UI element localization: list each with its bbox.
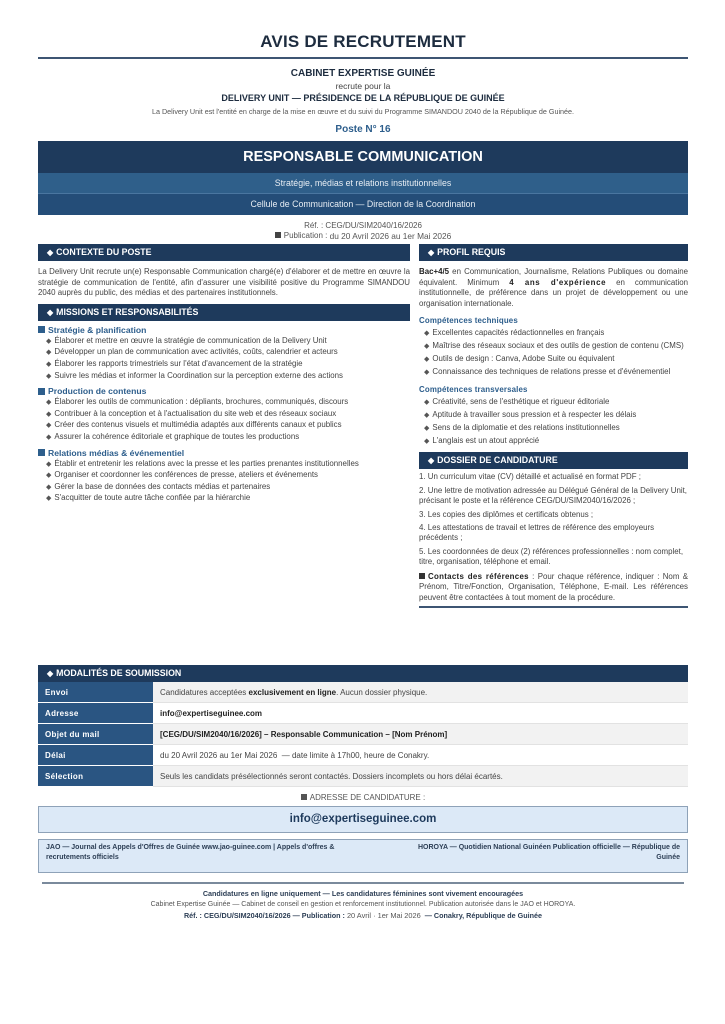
diamond-icon: ◆ [46, 399, 52, 407]
firm-name: CABINET EXPERTISE GUINÉE [290, 68, 436, 79]
list-item-text: Créer des contenus visuels et multimédia adaptés aux différents canaux et publics [54, 420, 342, 430]
source-jao: JAO — Journal des Appels d'Offres de Guinée www.jao-guinee.com | Appels d'offres & recrutements officiels [46, 844, 335, 861]
list-item-text: Maîtrise des réseaux sociaux et des outils de gestion de contenu (CMS) [432, 340, 684, 350]
list-item [38, 459, 410, 471]
dossier-item: 5. Les coordonnées de deux (2) références professionnelles : nom complet, titre, organisation, téléphone et email. [419, 546, 684, 567]
list-item [38, 482, 410, 494]
section-title: MODALITÉS DE SOUMISSION [56, 668, 182, 678]
right-column [419, 244, 688, 608]
list-item [38, 371, 410, 383]
diamond-icon: ◆ [46, 360, 52, 368]
diamond-icon: ◆ [424, 368, 430, 376]
section-title: PROFIL REQUIS [437, 247, 506, 257]
list-item [419, 410, 688, 422]
section-header-profil [419, 244, 688, 261]
list-item [419, 354, 688, 366]
section-title: DOSSIER DE CANDIDATURE [437, 455, 558, 466]
dossier-item: 4. Les attestations de travail et lettres de référence des employeurs précédents ; [419, 523, 655, 543]
publication-line [38, 231, 688, 241]
reference: Réf. : CEG/DU/SIM2040/16/2026 [304, 221, 422, 230]
mission-group [38, 386, 410, 443]
square-bullet-icon [38, 326, 45, 333]
list-item [419, 367, 688, 379]
diamond-icon: ◆ [46, 433, 52, 441]
poste-number: Poste N° 16 [335, 124, 391, 135]
mission-group [38, 448, 410, 505]
section-header-dossier [419, 452, 688, 469]
footer-divider [42, 882, 684, 884]
row-key: Objet du mail [38, 724, 153, 745]
mission-group-title [38, 386, 410, 397]
value-text: du 20 Avril 2026 au 1er Mai 2026 [160, 750, 278, 760]
page-title: AVIS DE RECRUTEMENT [260, 32, 466, 51]
diamond-icon: ◆ [424, 355, 430, 363]
modalites-section [38, 665, 688, 920]
tech-skills-heading: Compétences techniques [419, 316, 518, 326]
value-text: . Aucun dossier physique. [336, 687, 428, 697]
list-item [38, 409, 410, 421]
list-item-text: Organiser et coordonner les conférences de presse, ateliers et événements [54, 470, 318, 480]
modalites-table [38, 682, 688, 787]
footer-ref: Réf. : CEG/DU/SIM2040/16/2026 — Publication : [183, 911, 347, 920]
degree-requirement: Bac+4/5 [419, 267, 450, 276]
job-banner [38, 141, 688, 215]
diamond-icon: ◆ [46, 483, 52, 491]
experience-requirement: 4 ans d'expérience [509, 277, 607, 287]
dossier-item: 3. Les copies des diplômes et certificats obtenus ; [419, 509, 594, 519]
list-item-text: Suivre les médias et informer la Coordination sur la perception externe des actions [54, 370, 343, 380]
diamond-icon: ◆ [47, 307, 54, 317]
application-email[interactable]: info@expertiseguinee.com [38, 806, 688, 833]
value-text: Candidatures acceptées [160, 687, 249, 697]
diamond-icon: ◆ [46, 495, 52, 503]
table-row [38, 766, 688, 787]
row-key: Délai [38, 745, 153, 766]
row-key: Sélection [38, 766, 153, 787]
list-item [419, 397, 688, 409]
list-item-text: Excellentes capacités rédactionnelles en français [432, 327, 605, 337]
row-key: Adresse [38, 703, 153, 724]
diamond-icon: ◆ [424, 411, 430, 419]
job-subtitle: Stratégie, médias et relations institutionnelles [38, 173, 688, 194]
square-bullet-icon [419, 573, 425, 579]
section-divider [419, 606, 688, 608]
list-item-text: Établir et entretenir les relations avec la presse et les parties prenantes institutionnelles [54, 458, 359, 468]
source-horoya: HOROYA — Quotidien National Guinéen Publication officielle — République de Guinée [417, 844, 680, 861]
dossier-item: 1. Un curriculum vitae (CV) détaillé et actualisé en format PDF ; [419, 472, 641, 482]
table-row [38, 703, 688, 724]
row-value [153, 745, 688, 766]
title-divider [38, 57, 688, 59]
diamond-icon: ◆ [47, 669, 54, 678]
footer-line-3 [38, 911, 688, 920]
list-item [419, 328, 688, 340]
section-header-missions [38, 304, 410, 321]
value-text: — date limite à 17h00, heure de Conakry. [277, 750, 430, 760]
list-item [38, 359, 410, 371]
footer-dates: 20 Avril · 1er Mai 2026 [346, 911, 421, 920]
square-bullet-icon [275, 232, 281, 238]
list-item [419, 423, 688, 435]
list-item-text: Assurer la cohérence éditoriale et graphique de toutes les productions [54, 431, 300, 441]
list-item-text: S'acquitter de toute autre tâche confiée par la hiérarchie [54, 493, 251, 503]
list-item-text: Sens de la diplomatie et des relations institutionnelles [432, 422, 620, 432]
document-header [38, 0, 688, 241]
group-title-text: Production de contenus [48, 386, 147, 397]
section-title: MISSIONS ET RESPONSABILITÉS [56, 306, 199, 317]
table-row [38, 724, 688, 745]
footer-line-1: Candidatures en ligne uniquement — Les candidatures féminines sont vivement encouragées [202, 889, 524, 898]
diamond-icon: ◆ [47, 248, 54, 257]
square-bullet-icon [38, 449, 45, 456]
mission-group [38, 325, 410, 382]
job-title: RESPONSABLE COMMUNICATION [38, 141, 688, 173]
contexte-text: La Delivery Unit recrute un(e) Responsable Communication chargé(e) d'élaborer et de mettre en œuvre la stratégie de communication de l'entité, afin d'assurer une visibilité positive du Programme SIMANDOU 2040 auprès du public, des médias et des partenaires institutionnels. [38, 267, 410, 298]
contacts-note [419, 572, 688, 604]
square-bullet-icon [38, 388, 45, 395]
list-item [38, 347, 410, 359]
list-item [38, 336, 410, 348]
diamond-icon: ◆ [46, 460, 52, 468]
mission-group-title [38, 448, 410, 459]
list-item-text: Créativité, sens de l'esthétique et rigueur éditoriale [432, 396, 610, 406]
footer-line-2: Cabinet Expertise Guinée — Cabinet de conseil en gestion et renforcement institutionnel. Publication autorisée dans le JAO et HOROYA. [150, 901, 576, 908]
list-item-text: Élaborer les rapports trimestriels sur l'état d'avancement de la stratégie [54, 358, 303, 368]
list-item-text: Connaissance des techniques de relations presse et d'événementiel [432, 366, 671, 376]
diamond-icon: ◆ [424, 424, 430, 432]
diamond-icon: ◆ [428, 456, 435, 466]
publication-label: Publication : [283, 231, 328, 240]
mission-group-title [38, 325, 410, 336]
diamond-icon: ◆ [46, 410, 52, 418]
diamond-icon: ◆ [46, 349, 52, 357]
list-item-text: Aptitude à travailler sous pression et à respecter les délais [432, 409, 637, 419]
list-item-text: Contribuer à la conception et à l'actualisation du site web et des réseaux sociaux [54, 408, 337, 418]
list-item-text: L'anglais est un atout apprécié [432, 435, 540, 445]
dossier-list [419, 472, 688, 567]
address-label-text: ADRESSE DE CANDIDATURE : [309, 793, 426, 802]
diamond-icon: ◆ [46, 337, 52, 345]
contacts-text: : Pour chaque référence, indiquer : Nom & Prénom, Titre/Fonction, Organisation, Téléphone, E-mail. Les références peuvent être contactées à tout moment de la procédure. [419, 571, 688, 602]
contacts-label: Contacts des références [428, 571, 529, 581]
value-bold: exclusivement en ligne [248, 687, 337, 697]
list-item [38, 397, 410, 409]
recrute-text: recrute pour la [335, 81, 391, 91]
list-item [419, 436, 688, 448]
list-item [38, 470, 410, 482]
diamond-icon: ◆ [46, 422, 52, 430]
list-item-text: Outils de design : Canva, Adobe Suite ou équivalent [432, 353, 615, 363]
list-item [419, 341, 688, 353]
diamond-icon: ◆ [424, 398, 430, 406]
value-text: Seuls les candidats présélectionnés seront contactés. Dossiers incomplets ou hors délai écartés. [160, 771, 503, 781]
list-item-text: Élaborer les outils de communication : dépliants, brochures, communiqués, discours [54, 397, 349, 407]
row-value [153, 682, 688, 703]
square-bullet-icon [301, 794, 307, 800]
diamond-icon: ◆ [46, 372, 52, 380]
diamond-icon: ◆ [424, 329, 430, 337]
table-row [38, 745, 688, 766]
profil-text [419, 267, 688, 309]
section-header-modalites [38, 665, 688, 682]
profil-text-2: en communication institutionnelle, de préférence dans un projet de développement ou une organisation internationale. [419, 277, 688, 308]
list-item-text: Élaborer et mettre en œuvre la stratégie de communication de la Delivery Unit [54, 335, 327, 345]
section-header-contexte [38, 244, 410, 261]
list-item [38, 432, 410, 444]
address-label [38, 793, 688, 802]
diamond-icon: ◆ [428, 248, 435, 257]
email-link[interactable]: info@expertiseguinee.com [160, 708, 263, 718]
diamond-icon: ◆ [424, 437, 430, 445]
publication-dates: du 20 Avril 2026 au 1er Mai 2026 [329, 231, 452, 241]
section-title: CONTEXTE DU POSTE [56, 247, 152, 257]
list-item [38, 420, 410, 432]
group-title-text: Relations médias & événementiel [48, 447, 185, 458]
dossier-item: 2. Une lettre de motivation adressée au Délégué Général de la Delivery Unit, précisant le poste et la référence CEG/DU/SIM2040/16/2026 ; [419, 485, 687, 506]
diamond-icon: ◆ [46, 472, 52, 480]
profil-text-1: en Communication, Journalisme, Relations Publiques ou domaine équivalent. Minimum [419, 267, 688, 287]
group-title-text: Stratégie & planification [48, 324, 147, 335]
diamond-icon: ◆ [424, 342, 430, 350]
job-unit: Cellule de Communication — Direction de la Coordination [38, 194, 688, 215]
list-item [38, 493, 410, 505]
row-value [153, 703, 688, 724]
intro-text: La Delivery Unit est l'entité en charge de la mise en œuvre et du suivi du Programme SIMANDOU 2040 de la République de Guinée. [151, 107, 575, 116]
left-column [38, 244, 410, 505]
list-item-text: Gérer la base de données des contacts médias et partenaires [54, 481, 271, 491]
publication-sources [38, 839, 688, 873]
footer-location: — Conakry, République de Guinée [420, 911, 543, 920]
row-value [153, 724, 688, 745]
table-row [38, 682, 688, 703]
list-item-text: Développer un plan de communication avec activités, coûts, calendrier et acteurs [54, 347, 338, 357]
soft-skills-heading: Compétences transversales [419, 385, 528, 395]
value-bold: [CEG/DU/SIM2040/16/2026] – Responsable Communication – [Nom Prénom] [160, 729, 448, 739]
client-name: DELIVERY UNIT — PRÉSIDENCE DE LA RÉPUBLIQUE DE GUINÉE [221, 93, 505, 103]
row-key: Envoi [38, 682, 153, 703]
row-value [153, 766, 688, 787]
